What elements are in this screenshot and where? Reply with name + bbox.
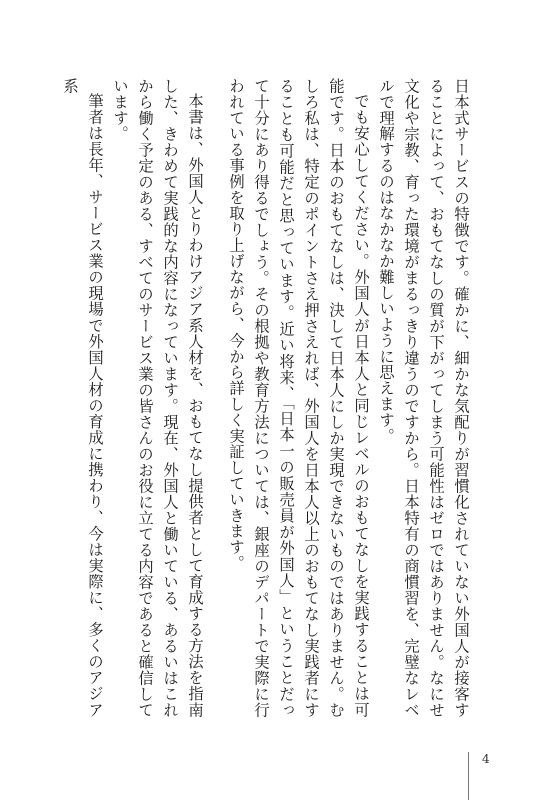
paragraph-4: 筆者は長年、サービス業の現場で外国人材の育成に携わり、今は実際に、多くのアジア系 bbox=[61, 78, 104, 718]
page-number: 4 bbox=[482, 752, 490, 766]
body-text bbox=[61, 78, 473, 718]
paragraph-3: 本書は、外国人とりわけアジア系人材を、おもてなし提供者として育成する方法を指南した、きわめて実践的な内容になっています。現在、外国人と働いている、あるいはこれから働く予定のある、すべてのサービス業の皆さんのお役に立てる内容であると確信しています。 bbox=[111, 78, 204, 718]
paragraph-2: でも安心してください。外国人が日本人と同じレベルのおもてなしを実践することは可能です。日本のおもてなしは、決して日本人にしか実現できないものではありません。むしろ私は、特定のポイントさえ押さえれば、外国人を日本人以上のおもてなし実践者にすることも可能だと思っています。近い将来、「日本一の販売員が外国人」ということだって十分にあり得るでしょう。その根拠や教育方法については、銀座のデパートで実際に行われている事例を取り上げながら、今から詳しく実証していきます。 bbox=[227, 78, 370, 718]
footer-rule bbox=[468, 752, 469, 800]
paragraph-1: 日本式サービスの特徴です。確かに、細かな気配りが習慣化されていない外国人が接客することによって、おもてなしの質が下がってしまう可能性はゼロではありません。なにせ文化や宗教、育った環境がまるっきり違うのですから。日本特有の商慣習を、完璧なレベルで理解するのはなかなか難しいように思えます。 bbox=[377, 78, 470, 718]
paragraph-gap bbox=[207, 78, 223, 718]
